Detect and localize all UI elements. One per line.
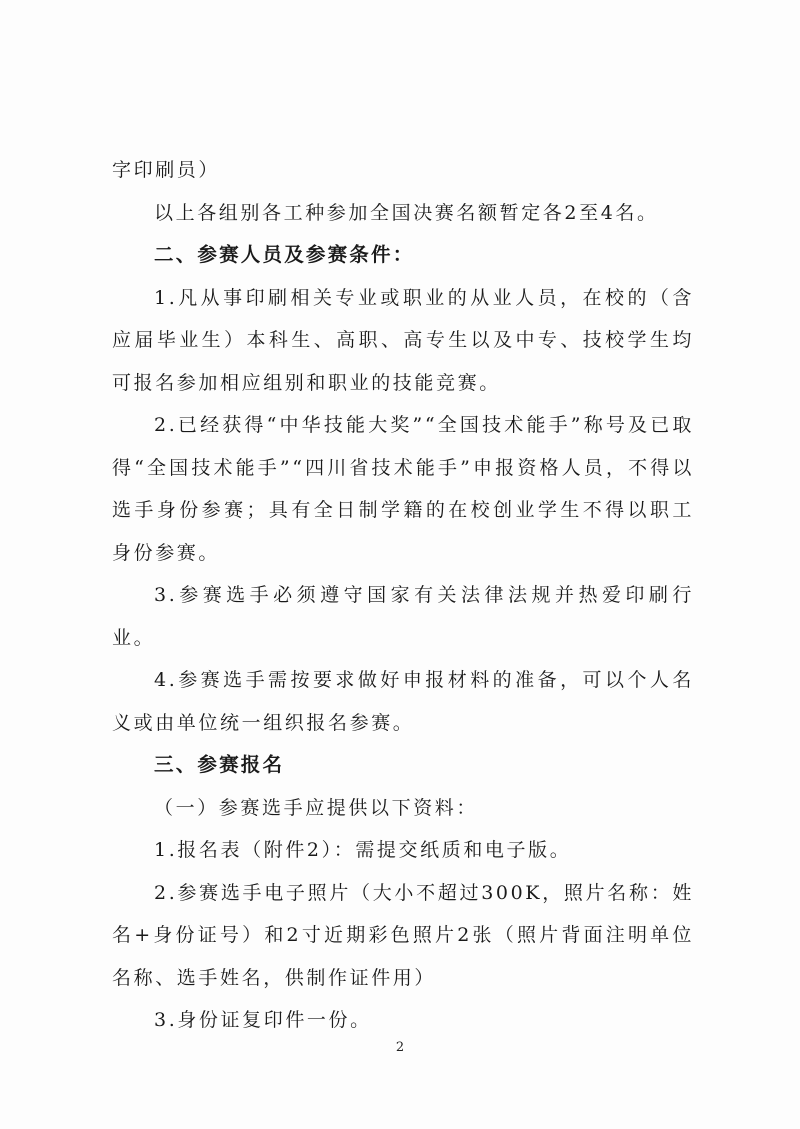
paragraph-condition-3: 3.参赛选手必须遵守国家有关法律法规并热爱印刷行业。 <box>112 584 694 649</box>
section-heading-participants: 二、参赛人员及参赛条件： <box>154 243 415 266</box>
paragraph-condition-4: 4.参赛选手需按要求做好申报材料的准备，可以个人名义或由单位统一组织报名参赛。 <box>112 669 694 734</box>
paragraph-condition-2: 2.已经获得“中华技能大奖”“全国技术能手”称号及已取得“全国技术能手”“四川省技术能手”申报资格人员，不得以选手身份参赛；具有全日制学籍的在校创业学生不得以职工身份参赛。 <box>112 414 694 564</box>
paragraph-material-1: 1.报名表（附件2）：需提交纸质和电子版。 <box>154 839 572 861</box>
paragraph-continuation: 字印刷员） <box>112 159 221 181</box>
paragraph-condition-1: 1.凡从事印刷相关专业或职业的从业人员，在校的（含应届毕业生）本科生、高职、高专生以及中专、技校学生均可报名参加相应组别和职业的技能竞赛。 <box>112 286 694 394</box>
page-number: 2 <box>395 1040 405 1055</box>
paragraph-material-3: 3.身份证复印件一份。 <box>154 1009 372 1031</box>
section-heading-registration: 三、参赛报名 <box>154 753 285 776</box>
paragraph-quota: 以上各组别各工种参加全国决赛名额暂定各2至4名。 <box>154 201 659 224</box>
document-body <box>112 149 694 1042</box>
paragraph-material-2: 2.参赛选手电子照片（大小不超过300K，照片名称：姓名+身份证号）和2寸近期彩色照片2张（照片背面注明单位名称、选手姓名，供制作证件用） <box>112 881 694 989</box>
paragraph-materials-intro: （一）参赛选手应提供以下资料： <box>154 796 479 819</box>
